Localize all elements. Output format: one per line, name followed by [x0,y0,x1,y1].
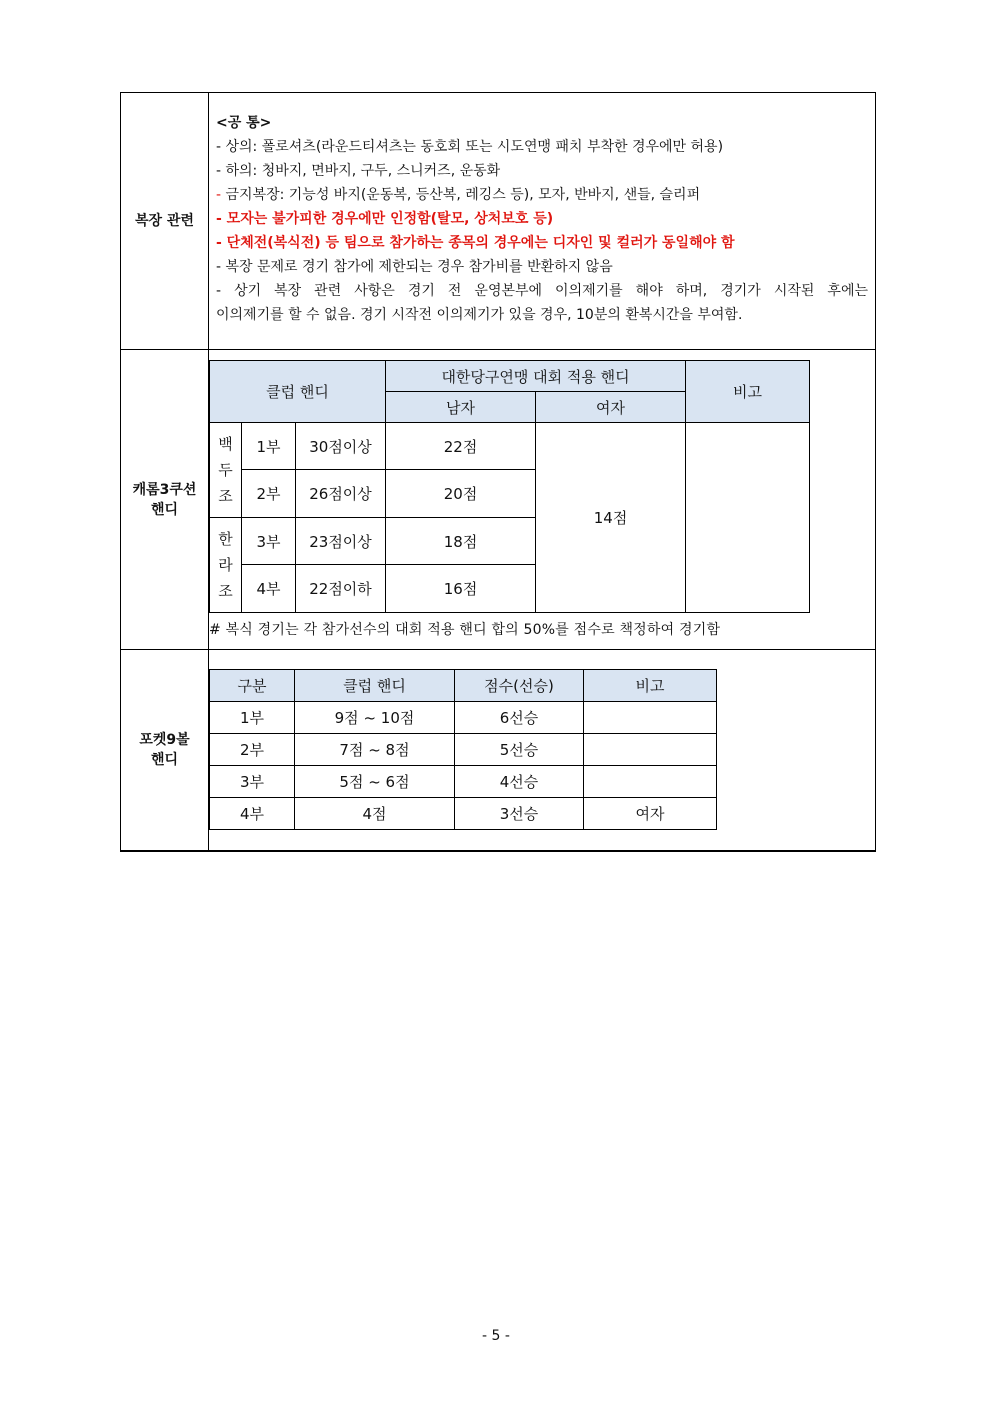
division-cell: 1부 [242,423,296,470]
rules-table [120,92,876,852]
group-char: 라 [218,556,233,574]
pocket-header-note: 비고 [584,670,717,702]
carom-header-note: 비고 [686,361,810,423]
table-row [210,734,717,766]
division-cell: 3부 [242,518,296,565]
attire-heading: <공 통> [216,114,272,131]
prohibited-text: 금지복장: 기능성 바지(운동복, 등산복, 레깅스 등), 모자, 반바지, 샌들, 슬리퍼 [225,186,701,203]
division-cell: 2부 [210,734,295,766]
note-cell: 여자 [584,798,717,830]
carom-label-line1: 캐롬3쿠션 [132,481,197,498]
carom-header-club: 클럽 핸디 [210,361,386,423]
pocket-label [121,650,209,851]
score-cell: 6선승 [455,702,584,734]
attire-refund-line: - 복장 문제로 경기 참가에 제한되는 경우 참가비를 반환하지 않음 [216,258,613,275]
doubles-footnote: # 복식 경기는 각 참가선수의 대회 적용 핸디 합의 50%를 점수로 책정하여 경기함 [209,622,721,638]
pocket-header-club: 클럽 핸디 [295,670,455,702]
male-handicap-cell: 22점 [386,423,536,470]
division-cell: 2부 [242,470,296,518]
attire-prohibited-line [216,183,868,207]
attire-top-line: - 상의: 폴로셔츠(라운드티셔츠는 동호회 또는 시도연맹 패치 부착한 경우에만 허용) [216,138,724,155]
page-number: - 5 - [482,1328,510,1344]
club-handicap-cell: 30점이상 [296,423,386,470]
carom-handicap-cell [209,350,876,650]
male-handicap-cell: 20점 [386,470,536,518]
division-cell: 3부 [210,766,295,798]
pocket-row [121,650,876,851]
group-halla [210,518,242,613]
club-handicap-cell: 9점 ~ 10점 [295,702,455,734]
carom-handicap-table [209,360,810,613]
division-cell: 1부 [210,702,295,734]
group-baekdu [210,423,242,518]
table-row [210,702,717,734]
club-handicap-cell: 26점이상 [296,470,386,518]
attire-objection-line2: 이의제기를 할 수 없음. 경기 시작전 이의제기가 있을 경우, 10분의 환복시간을 부여함. [216,306,743,323]
carom-label-line2: 핸디 [150,501,179,518]
score-cell: 5선승 [455,734,584,766]
group-char: 조 [218,582,233,600]
division-cell: 4부 [210,798,295,830]
carom-header-male: 남자 [386,392,536,423]
attire-label: 복장 관련 [121,93,209,350]
pocket-label-line1: 포켓9볼 [139,731,190,748]
pocket-handicap-cell [209,650,876,851]
group-char: 백 [218,435,233,453]
club-handicap-cell: 4점 [295,798,455,830]
division-cell: 4부 [242,565,296,613]
carom-header-federation: 대한당구연맹 대회 적용 핸디 [386,361,686,392]
club-handicap-cell: 22점이하 [296,565,386,613]
pocket-header-score: 점수(선승) [455,670,584,702]
group-char: 조 [218,487,233,505]
pocket-handicap-table [209,669,717,830]
note-cell [584,766,717,798]
attire-team-line: - 단체전(복식전) 등 팀으로 참가하는 종목의 경우에는 디자인 및 컬러가 동일해야 함 [216,234,735,251]
pocket-header-division: 구분 [210,670,295,702]
club-handicap-cell: 7점 ~ 8점 [295,734,455,766]
pocket-label-line2: 핸디 [150,751,179,768]
carom-row [121,350,876,650]
score-cell: 4선승 [455,766,584,798]
carom-note-cell [686,423,810,613]
group-char: 두 [218,461,233,479]
attire-rules [209,93,876,350]
table-row [210,423,810,470]
club-handicap-cell: 5점 ~ 6점 [295,766,455,798]
attire-objection-line1: - 상기 복장 관련 사항은 경기 전 운영본부에 이의제기를 해야 하며, 경기가 시작된 후에는 [216,282,868,299]
score-cell: 3선승 [455,798,584,830]
male-handicap-cell: 18점 [386,518,536,565]
female-handicap-cell: 14점 [536,423,686,613]
group-char: 한 [218,530,233,548]
carom-label [121,350,209,650]
attire-bottom-line: - 하의: 청바지, 면바지, 구두, 스니커즈, 운동화 [216,162,501,179]
table-row [210,766,717,798]
table-row [210,798,717,830]
note-cell [584,734,717,766]
club-handicap-cell: 23점이상 [296,518,386,565]
male-handicap-cell: 16점 [386,565,536,613]
attire-row [121,93,876,350]
carom-header-female: 여자 [536,392,686,423]
prohibited-dash: - [216,186,226,203]
attire-hat-line: - 모자는 불가피한 경우에만 인정함(탈모, 상처보호 등) [216,210,554,227]
note-cell [584,702,717,734]
